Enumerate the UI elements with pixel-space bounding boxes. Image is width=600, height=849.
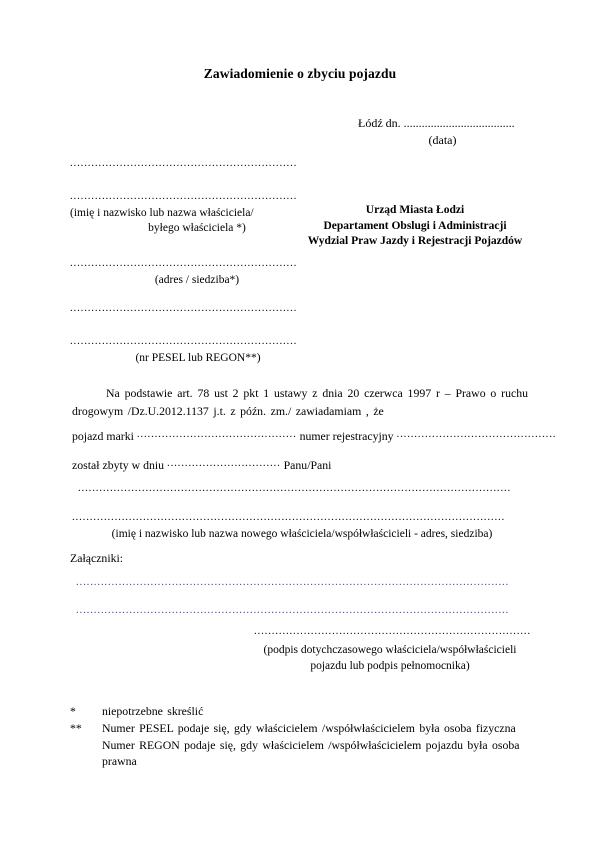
- new-owner-fill-line-1[interactable]: ..........................................................................................................................: [78, 483, 512, 494]
- address-fill-line[interactable]: ................................................................: [70, 258, 298, 269]
- vehicle-plate-label: numer rejestracyjny: [299, 429, 394, 443]
- attachments-lines: [72, 577, 532, 620]
- new-owner-caption: (imię i nazwisko lub nazwa nowego właściciela/współwłaścicieli - adres, siedziba): [111, 528, 493, 540]
- vehicle-row: [72, 429, 557, 444]
- attachment-fill-line-2[interactable]: ..........................................................................................................................: [76, 605, 510, 616]
- footnote-text: [102, 720, 532, 770]
- date-caption: (data): [428, 133, 457, 147]
- owner-block: [70, 158, 320, 236]
- footnote-text-line-2: Numer REGON podaje się, gdy właścicielem /współwłaścicielem pojazdu była osoba: [102, 737, 520, 752]
- owner-caption: [70, 206, 320, 236]
- footnote-text: niepotrzebne skreślić: [102, 704, 204, 718]
- owner-caption-line-1: (imię i nazwisko lub nazwa właściciela/: [70, 207, 254, 219]
- owner-fill-line-2[interactable]: ................................................................: [70, 191, 298, 202]
- sold-recipient-label: Panu/Pani: [283, 458, 332, 472]
- pesel-caption: (nr PESEL lub REGON**): [135, 352, 261, 364]
- footnote-text-line-1: Numer PESEL podaje się, gdy właścicielem /współwłaścicielem była osoba fizyczna: [102, 720, 516, 735]
- date-fill-line[interactable]: Łódź dn. .....................................: [358, 116, 515, 130]
- vehicle-brand-fill[interactable]: .............................................: [136, 429, 297, 440]
- attachment-fill-line-1[interactable]: ..........................................................................................................................: [76, 577, 510, 588]
- footnote-row: [70, 703, 532, 720]
- footnote-row: [70, 720, 532, 770]
- new-owner-fill-line-2[interactable]: ..........................................................................................................................: [72, 512, 506, 523]
- footnote-text-line-3: prawna: [102, 754, 137, 769]
- vehicle-plate-fill[interactable]: .............................................: [396, 429, 557, 440]
- footnote-marker: **: [70, 720, 82, 735]
- authority-line-2: Departament Obslugi i Administracji: [323, 219, 507, 232]
- owner-fill-line-1[interactable]: ................................................................: [70, 158, 298, 169]
- pesel-block: [70, 303, 320, 364]
- date-block: [330, 116, 545, 148]
- authority-address: [290, 203, 540, 250]
- vehicle-brand-label: pojazd marki: [72, 429, 134, 443]
- signature-caption: [240, 643, 540, 674]
- signature-fill-line[interactable]: ..............................................................................: [254, 626, 531, 637]
- page-title: Zawiadomienie o zbyciu pojazdu: [203, 66, 397, 81]
- footnotes: [70, 703, 532, 770]
- address-caption: (adres / siedziba*): [154, 274, 240, 286]
- pesel-fill-line-2[interactable]: ................................................................: [70, 336, 298, 347]
- new-owner-block: [72, 483, 532, 540]
- sold-date-fill[interactable]: ................................: [167, 458, 281, 469]
- signature-caption-line-1: (podpis dotychczasowego właściciela/współwłaścicieli: [263, 644, 517, 656]
- owner-caption-line-2: byłego właściciela *): [148, 222, 246, 235]
- signature-block: [240, 626, 540, 674]
- sold-row: [72, 458, 532, 473]
- signature-caption-line-2: pojazdu lub podpis pełnomocnika): [310, 659, 470, 672]
- footnote-marker: *: [70, 704, 76, 718]
- attachments-label: Załączniki:: [70, 551, 124, 565]
- address-block: [70, 258, 320, 286]
- authority-line-1: Urząd Miasta Łodzi: [365, 204, 465, 216]
- sold-date-label: został zbyty w dniu: [72, 458, 165, 472]
- pesel-fill-line-1[interactable]: ................................................................: [70, 303, 298, 314]
- authority-line-3: Wydzial Praw Jazdy i Rejestracji Pojazdów: [307, 235, 523, 248]
- legal-basis-paragraph: Na podstawie art. 78 ust 2 pkt 1 ustawy z dnia 20 czerwca 1997 r – Prawo o ruchu drogowym /Dz.U.2012.1137 j.t. z późn. zm./ zawiadamiam , że: [72, 386, 528, 418]
